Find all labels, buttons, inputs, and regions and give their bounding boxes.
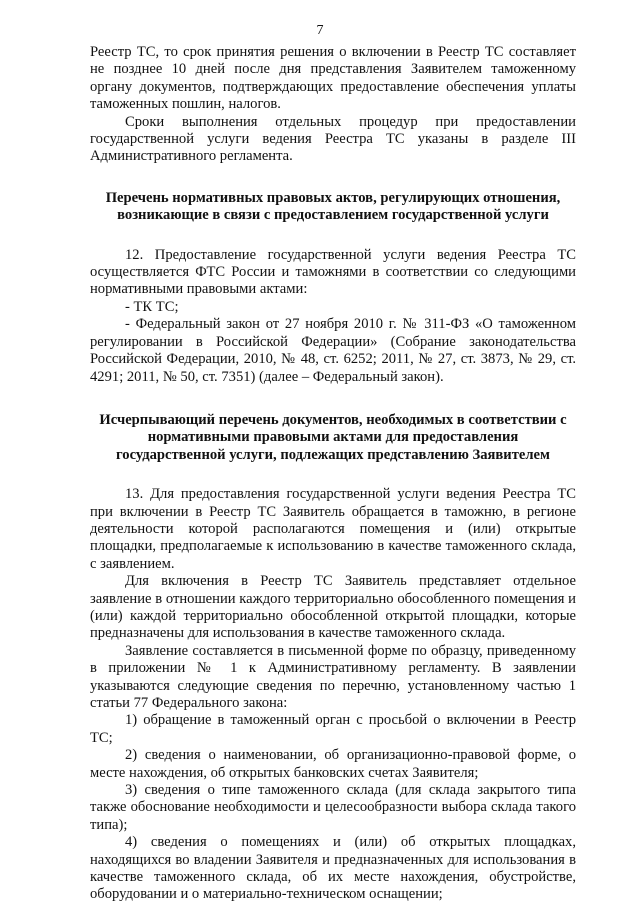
list-item: 1) обращение в таможенный орган с просьбой о включении в Реестр ТС; [90, 712, 576, 746]
paragraph-13: 13. Для предоставления государственной услуги ведения Реестра ТС при включении в Реестр ТС Заявитель обращается в таможню, в регионе деятельности которой располагаются помещения и (или) открытые площадки, предполагаемые к использованию в качестве таможенного склада, с заявлением. [90, 486, 576, 572]
document-body [90, 44, 576, 904]
page-number: 7 [316, 23, 324, 38]
paragraph-terms: Сроки выполнения отдельных процедур при предоставлении государственной услуги ведения Реестра ТС указаны в разделе III Административного регламента. [90, 113, 576, 165]
section-heading-legal-acts: Перечень нормативных правовых актов, регулирующих отношения, возникающие в связи с предоставлением государственной услуги [105, 189, 561, 224]
list-item: 2) сведения о наименовании, об организационно-правовой форме, о месте нахождения, об открытых банковских счетах Заявителя; [90, 747, 576, 781]
legal-act-item-1: - ТК ТС; [125, 298, 179, 315]
paragraph-continuation: Реестр ТС, то срок принятия решения о включении в Реестр ТС составляет не позднее 10 дней после дня представления Заявителем таможенному органу документов, подтверждающих предоставление обеспечения уплаты таможенных пошлин, налогов. [90, 44, 576, 113]
list-item: 4) сведения о помещениях и (или) об открытых площадках, находящихся во владении Заявителя и предназначенных для использования в качестве таможенного склада, об их месте нахождения, обустройстве, оборудовании и о материально-техническом оснащении; [90, 834, 576, 903]
paragraph-application-form: Заявление составляется в письменной форме по образцу, приведенному в приложении № 1 к Административному регламенту. В заявлении указываются следующие сведения по перечню, установленному частью 1 статьи 77 Федерального закона: [90, 642, 576, 711]
section-heading-documents: Исчерпывающий перечень документов, необходимых в соответствии с нормативными правовыми актами для предоставления государственной услуги, подлежащих представлению Заявителем [99, 411, 567, 463]
paragraph-12: 12. Предоставление государственной услуги ведения Реестра ТС осуществляется ФТС России и таможнями в соответствии со следующими нормативными правовыми актами: [90, 246, 576, 298]
list-item: 3) сведения о типе таможенного склада (для склада закрытого типа также обоснование необходимости и целесообразности выбора склада такого типа); [90, 782, 576, 833]
paragraph-separate-application: Для включения в Реестр ТС Заявитель представляет отдельное заявление в отношении каждого территориально обособленного помещения и (или) каждой территориально обособленной открытой площадки, которые предназначены для использования в качестве таможенного склада. [90, 573, 576, 642]
legal-act-item-2: - Федеральный закон от 27 ноября 2010 г. № 311-ФЗ «О таможенном регулировании в Российской Федерации» (Собрание законодательства Российской Федерации, 2010, № 48, ст. 6252; 2011, № 27, ст. 3873, № 29, ст. 4291; 2011, № 50, ст. 7351) (далее – Федеральный закон). [90, 316, 576, 385]
